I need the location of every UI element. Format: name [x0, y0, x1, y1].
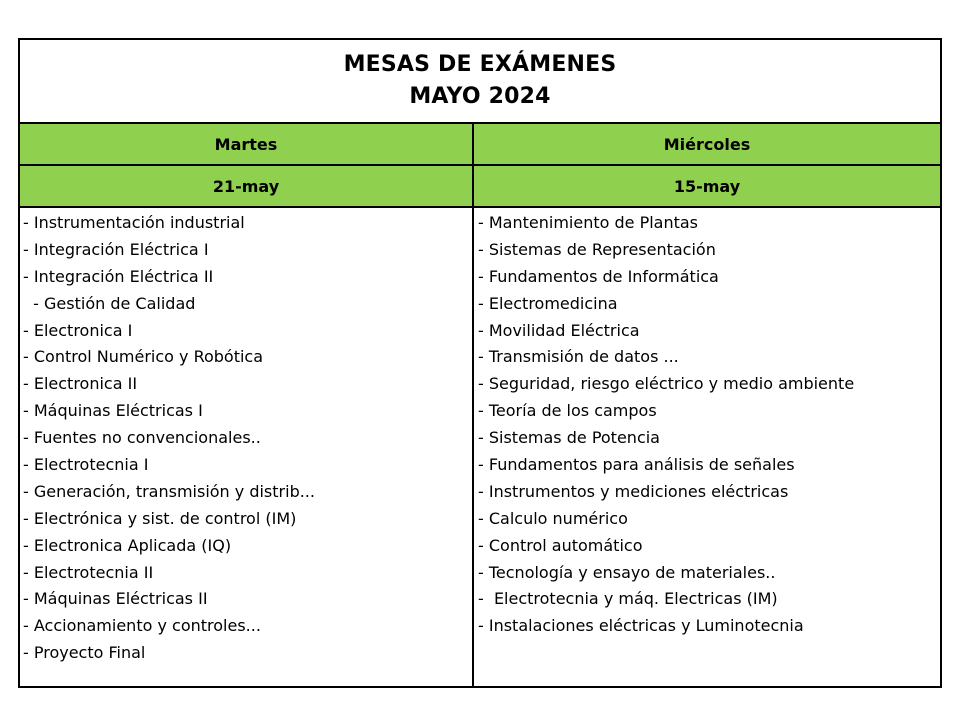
list-item: - Electronica II — [23, 374, 138, 394]
list-item: - Movilidad Eléctrica — [478, 320, 640, 340]
date-header-tuesday: 21-may — [20, 166, 474, 206]
list-item: - Electrotecnia II — [23, 562, 154, 582]
list-item: - Máquinas Eléctricas II — [23, 589, 208, 609]
date-header-row — [20, 166, 940, 208]
day-header-tuesday: Martes — [20, 124, 474, 164]
list-item: - Fuentes no convencionales.. — [23, 428, 261, 448]
day-header-row — [20, 124, 940, 166]
list-item: - Fundamentos de Informática — [478, 266, 719, 286]
list-item: - Seguridad, riesgo eléctrico y medio ambiente — [478, 374, 855, 394]
list-item: - Sistemas de Representación — [478, 239, 716, 259]
list-item: - Tecnología y ensayo de materiales.. — [478, 562, 776, 582]
list-item: - Integración Eléctrica I — [23, 239, 209, 259]
list-item: - Máquinas Eléctricas I — [23, 401, 203, 421]
list-item: - Electronica Aplicada (IQ) — [23, 535, 232, 555]
date-header-wednesday: 15-may — [673, 176, 741, 196]
list-item: - Electrotecnia y máq. Electricas (IM) — [478, 589, 778, 609]
list-item: - Mantenimiento de Plantas — [478, 213, 699, 232]
list-item: - Proyecto Final — [23, 643, 146, 663]
list-item: - Calculo numérico — [478, 508, 628, 528]
list-item: - Teoría de los campos — [478, 401, 657, 421]
list-item: - Electromedicina — [478, 293, 618, 313]
list-item: - Generación, transmisión y distrib... — [23, 481, 315, 501]
title-line-1: MESAS DE EXÁMENES — [343, 52, 617, 77]
list-item: - Instalaciones eléctricas y Luminotecnia — [478, 616, 804, 636]
title-line-2: MAYO 2024 — [409, 84, 551, 109]
subjects-row — [20, 208, 940, 688]
list-item: - Fundamentos para análisis de señales — [478, 455, 795, 475]
list-item: - Instrumentación industrial — [23, 213, 245, 232]
list-item: - Sistemas de Potencia — [478, 428, 660, 448]
list-item: - Integración Eléctrica II — [23, 266, 214, 286]
exam-schedule-table — [18, 38, 942, 688]
list-item: - Control Numérico y Robótica — [23, 347, 264, 367]
list-item: - Instrumentos y mediciones eléctricas — [478, 481, 789, 501]
tuesday-subject-list — [20, 208, 474, 688]
list-item: - Electrónica y sist. de control (IM) — [23, 508, 297, 528]
list-item: - Gestión de Calidad — [23, 293, 196, 313]
wednesday-subject-list — [474, 208, 940, 688]
day-header-wednesday: Miércoles — [663, 134, 751, 154]
list-item: - Electronica I — [23, 320, 133, 340]
list-item: - Accionamiento y controles... — [23, 616, 261, 636]
list-item: - Electrotecnia I — [23, 455, 149, 475]
list-item: - Control automático — [478, 535, 643, 555]
list-item: - Transmisión de datos ... — [478, 347, 679, 367]
table-title — [20, 40, 940, 124]
